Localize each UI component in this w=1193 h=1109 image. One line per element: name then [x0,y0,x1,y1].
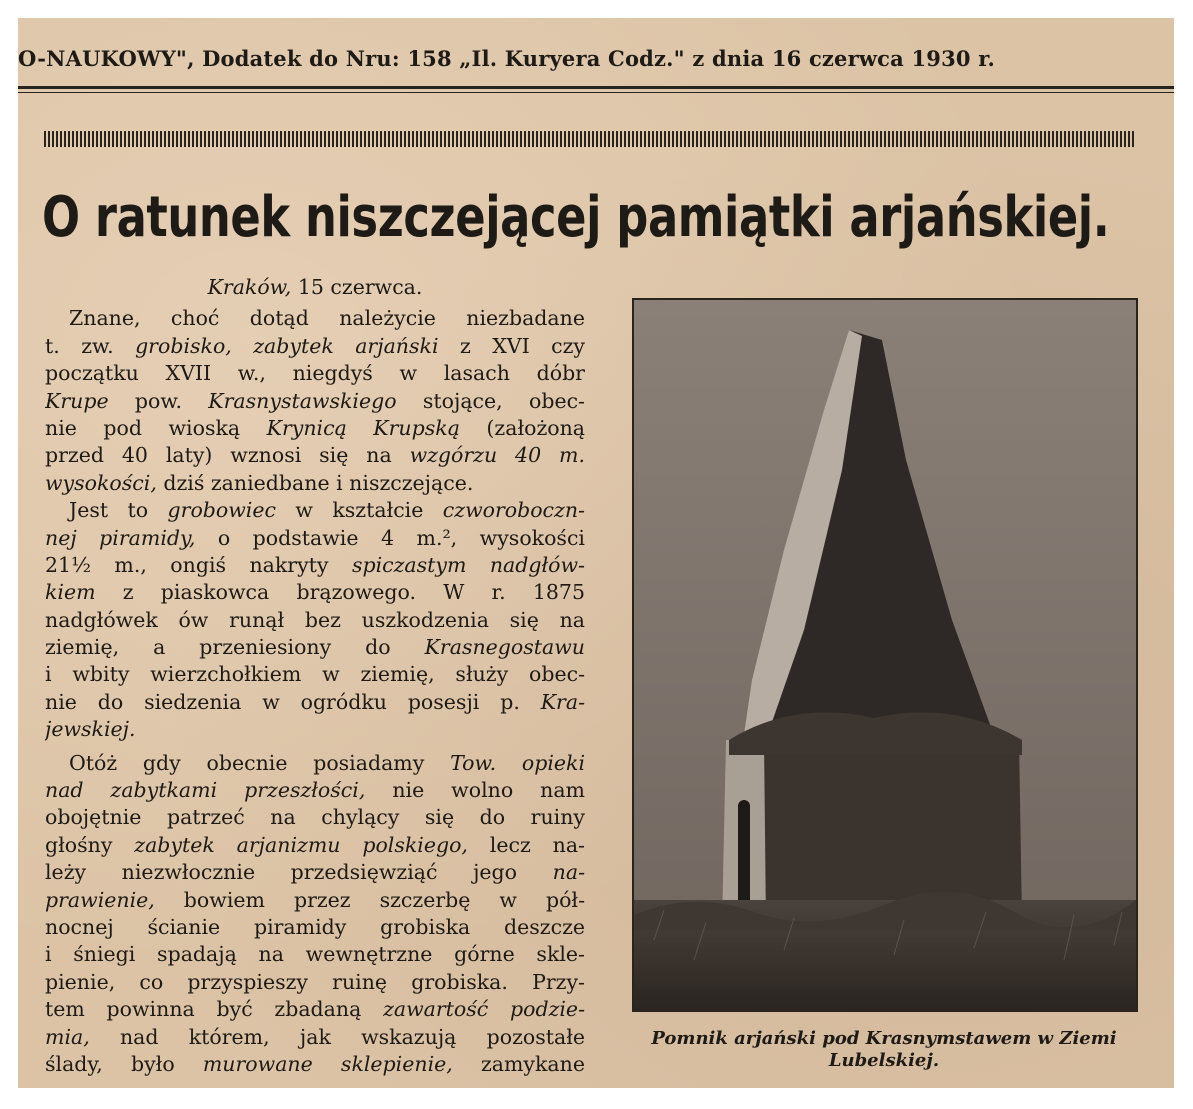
italic-phrase: nad zabytkami przeszłości, [45,778,366,803]
article-line: 21½ m., ongiś nakryty spiczastym nadgłów- [45,552,585,577]
article-line: ślady, było murowane sklepienie, zamykane [45,1051,585,1076]
article-line: prawienie, bowiem przez szczerbę w pół- [45,887,585,912]
article-line: przed 40 laty) wznosi się na wzgórzu 40 m. [45,443,585,468]
italic-phrase: spiczastym nadgłów- [351,552,585,577]
italic-phrase: wzgórzu 40 m. [409,443,585,468]
article-body [45,305,585,1078]
article-line: ziemię, a przeniesiony do Krasnegostawu [45,635,585,660]
dateline-date: 15 czerwca. [291,275,423,299]
masthead-rule-thick [18,86,1174,89]
dateline-place: Kraków, [207,275,292,299]
italic-phrase: kiem [45,580,96,605]
italic-phrase: Krynicą Krupską [266,415,460,440]
article-line: nad zabytkami przeszłości, nie wolno nam [45,778,585,803]
article-line: nocnej ścianie piramidy grobiska deszcze [45,915,585,939]
italic-phrase: murowane sklepienie, [202,1051,453,1076]
article-line: Znane, choć dotąd należycie niezbadane [69,306,585,331]
monument-photo [632,298,1138,1012]
italic-phrase: grobowiec [167,498,276,523]
article-line: t. zw. grobisko, zabytek arjański z XVI czy [45,333,585,358]
article-line: Jest to grobowiec w kształcie czworoboczn- [69,498,585,523]
article-line: mia, nad którem, jak wskazują pozostałe [45,1024,585,1049]
article-line: kiem z piaskowca brązowego. W r. 1875 [45,580,585,605]
decorative-hatched-bar [44,131,1136,147]
caption-line-1: Pomnik arjański pod Krasnymstawem w Ziemi [651,1028,1117,1049]
italic-phrase: prawienie, [45,887,155,912]
italic-phrase: grobisko, zabytek arjański [135,333,439,358]
article-line: nie pod wioską Krynicą Krupską (założoną [45,415,585,440]
article-line: leży niezwłocznie przedsięwziąć jego na- [45,860,585,885]
italic-phrase: zabytek arjanizmu polskiego, [134,832,468,857]
italic-phrase: zawartość podzie- [383,997,585,1022]
article-line: obojętnie patrzeć na chylący się do ruiny [45,805,585,830]
caption-line-2: Lubelskiej. [828,1050,940,1071]
article-line: wysokości, dziś zaniedbane i niszczejące. [45,470,474,495]
article-line: i śniegi spadają na wewnętrzne górne skle- [45,942,585,967]
article-line: Krupe pow. Krasnystawskiego stojące, obec- [45,388,585,413]
italic-phrase: jewskiej. [45,717,136,742]
article-line: tem powinna być zbadaną zawartość podzie- [45,997,585,1022]
article-headline: O ratunek niszczejącej pamiątki arjańskiej. [42,185,1110,250]
photo-caption [604,1028,1164,1072]
pyramid-monument-illustration [634,300,1136,1010]
italic-phrase: wysokości, [45,470,157,495]
article-line: pienie, co przyspieszy ruinę grobiska. Przy- [45,969,585,994]
masthead-line: O-NAUKOWY", Dodatek do Nru: 158 „Il. Kuryera Codz." z dnia 16 czerwca 1930 r. [18,46,996,71]
article-line: nadgłówek ów runął bez uszkodzenia się na [45,607,585,632]
italic-phrase: Tow. opieki [450,750,585,775]
article-column [45,274,585,1078]
article-line: i wbity wierzchołkiem w ziemię, służy obec- [45,662,585,687]
masthead-rule-thin [18,92,1174,93]
italic-phrase: Krupe [45,388,109,413]
italic-phrase: nej piramidy, [45,525,196,550]
article-line [45,716,585,743]
article-line: nej piramidy, o podstawie 4 m.², wysokości [45,525,585,550]
article-line: początku XVII w., niegdyś w lasach dóbr [45,361,585,386]
italic-phrase: na- [552,860,585,885]
italic-phrase: Kra- [540,689,585,714]
italic-phrase: Krasnystawskiego [208,388,397,413]
article-line: Otóż gdy obecnie posiadamy Tow. opieki [69,750,585,775]
newspaper-clipping [18,18,1174,1088]
italic-phrase: mia, [45,1024,90,1049]
article-line: nie do siedzenia w ogródku posesji p. Kra- [45,689,585,714]
italic-phrase: czworoboczn- [442,498,585,523]
italic-phrase: Krasnegostawu [424,635,585,660]
article-dateline [45,274,585,301]
article-line: głośny zabytek arjanizmu polskiego, lecz na- [45,832,585,857]
